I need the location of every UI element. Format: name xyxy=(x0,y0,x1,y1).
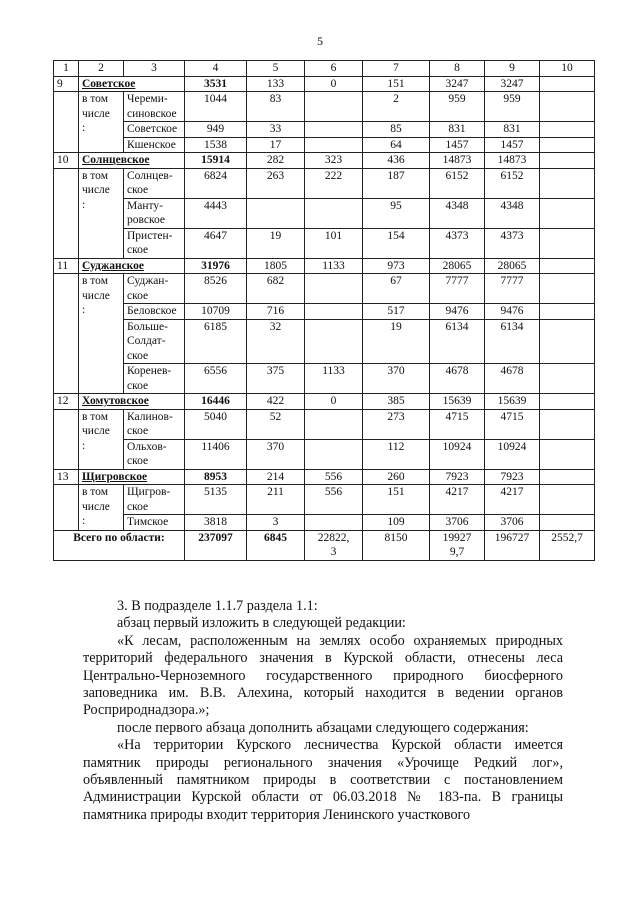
subdistrict-value xyxy=(540,137,595,153)
district-value: 7923 xyxy=(485,469,540,485)
subdistrict-value: 517 xyxy=(363,304,430,320)
subdistrict-value xyxy=(305,439,363,469)
row-number-blank xyxy=(54,274,79,394)
district-name: Хомутовское xyxy=(79,394,185,410)
subdistrict-value xyxy=(540,198,595,228)
subdistrict-value: 4217 xyxy=(485,485,540,515)
subdistrict-name: Кшенское xyxy=(124,137,185,153)
subdistrict-value: 32 xyxy=(247,319,305,364)
district-value: 15639 xyxy=(430,394,485,410)
subdistrict-name: Больше- Солдат- ское xyxy=(124,319,185,364)
forest-area-table xyxy=(53,60,595,561)
district-value xyxy=(540,76,595,92)
district-name: Суджанское xyxy=(79,258,185,274)
total-value: 22822, 3 xyxy=(305,530,363,560)
subdistrict-value xyxy=(540,274,595,304)
district-value: 0 xyxy=(305,394,363,410)
subdistrict-value: 10924 xyxy=(485,439,540,469)
district-name: Солнцевское xyxy=(79,153,185,169)
subdistrict-value: 959 xyxy=(430,92,485,122)
subdistrict-value: 370 xyxy=(363,364,430,394)
subdistrict-row xyxy=(54,274,595,304)
district-value xyxy=(540,469,595,485)
subdistrict-value xyxy=(540,304,595,320)
subdistrict-value xyxy=(540,515,595,531)
subdistrict-row xyxy=(54,409,595,439)
column-header: 7 xyxy=(363,61,430,77)
subdistrict-name: Солнцев- ское xyxy=(124,168,185,198)
column-header: 9 xyxy=(485,61,540,77)
subdistrict-value: 4647 xyxy=(185,228,247,258)
subdistrict-value: 112 xyxy=(363,439,430,469)
subdistrict-value xyxy=(305,198,363,228)
subdistrict-row xyxy=(54,319,595,364)
district-number: 9 xyxy=(54,76,79,92)
district-value: 28065 xyxy=(485,258,540,274)
subdistrict-value: 10924 xyxy=(430,439,485,469)
subdistrict-value xyxy=(540,439,595,469)
paragraph-second-instruction: после первого абзаца дополнить абзацами следующего содержания: xyxy=(117,719,529,736)
subdistrict-row xyxy=(54,122,595,138)
subdistrict-value: 222 xyxy=(305,168,363,198)
subdistrict-value: 6824 xyxy=(185,168,247,198)
total-label: Всего по области: xyxy=(54,530,185,560)
subdistrict-value: 33 xyxy=(247,122,305,138)
including-label: в том числе : xyxy=(79,274,124,394)
page-number: 5 xyxy=(317,34,323,48)
subdistrict-value: 370 xyxy=(247,439,305,469)
subdistrict-value: 67 xyxy=(363,274,430,304)
district-value xyxy=(540,394,595,410)
subdistrict-value: 4443 xyxy=(185,198,247,228)
district-value: 422 xyxy=(247,394,305,410)
district-value: 282 xyxy=(247,153,305,169)
district-value: 556 xyxy=(305,469,363,485)
subdistrict-value: 101 xyxy=(305,228,363,258)
subdistrict-value: 85 xyxy=(363,122,430,138)
total-value: 237097 xyxy=(185,530,247,560)
district-value: 973 xyxy=(363,258,430,274)
district-row xyxy=(54,153,595,169)
subdistrict-name: Пристен- ское xyxy=(124,228,185,258)
total-value: 19927 9,7 xyxy=(430,530,485,560)
district-value: 28065 xyxy=(430,258,485,274)
column-header: 1 xyxy=(54,61,79,77)
including-label: в том числе : xyxy=(79,409,124,469)
subdistrict-value: 3818 xyxy=(185,515,247,531)
subdistrict-value xyxy=(247,198,305,228)
paragraph-nature-monument: «На территории Курского лесничества Курской области имеется памятник природы регионального значения «Урочище Редкий лог», объявленный памятником природы в соответствии с постановлением Администрации Курской области от 06.03.2018 № 183-па. В границы памятника природы входит территория Ленинского участкового xyxy=(83,737,563,823)
district-value: 3247 xyxy=(430,76,485,92)
district-number: 12 xyxy=(54,394,79,410)
subdistrict-value: 64 xyxy=(363,137,430,153)
subdistrict-value: 19 xyxy=(247,228,305,258)
subdistrict-value xyxy=(540,364,595,394)
subdistrict-value: 19 xyxy=(363,319,430,364)
district-value: 15914 xyxy=(185,153,247,169)
district-row xyxy=(54,258,595,274)
subdistrict-value: 4715 xyxy=(430,409,485,439)
district-value: 14873 xyxy=(430,153,485,169)
total-value: 6845 xyxy=(247,530,305,560)
total-value: 2552,7 xyxy=(540,530,595,560)
subdistrict-value: 263 xyxy=(247,168,305,198)
subdistrict-value: 6152 xyxy=(430,168,485,198)
district-value xyxy=(540,258,595,274)
district-value: 7923 xyxy=(430,469,485,485)
subdistrict-value: 11406 xyxy=(185,439,247,469)
subdistrict-value xyxy=(540,122,595,138)
column-header: 3 xyxy=(124,61,185,77)
district-value: 14873 xyxy=(485,153,540,169)
district-number: 13 xyxy=(54,469,79,485)
subdistrict-value: 4678 xyxy=(430,364,485,394)
including-label: в том числе : xyxy=(79,92,124,153)
district-number: 10 xyxy=(54,153,79,169)
district-value: 3531 xyxy=(185,76,247,92)
column-header: 6 xyxy=(305,61,363,77)
district-value: 16446 xyxy=(185,394,247,410)
subdistrict-value: 7777 xyxy=(430,274,485,304)
subdistrict-value: 8526 xyxy=(185,274,247,304)
subdistrict-value: 4217 xyxy=(430,485,485,515)
subdistrict-value xyxy=(540,485,595,515)
subdistrict-name: Калинов- ское xyxy=(124,409,185,439)
district-value: 133 xyxy=(247,76,305,92)
district-value xyxy=(540,153,595,169)
subdistrict-value: 6134 xyxy=(430,319,485,364)
district-value: 214 xyxy=(247,469,305,485)
subdistrict-value: 831 xyxy=(430,122,485,138)
district-name: Советское xyxy=(79,76,185,92)
paragraph-forest-reserve: «К лесам, расположенным на землях особо охраняемых природных территорий федерального значения в Курской области, отнесены леса Центрально-Черноземного государственного природного биосферного заповедника им. В.В. Алехина, который находится в ведении органов Росприроднадзора.»; xyxy=(83,632,563,719)
subdistrict-row xyxy=(54,92,595,122)
subdistrict-value: 4715 xyxy=(485,409,540,439)
district-number: 11 xyxy=(54,258,79,274)
including-label: в том числе : xyxy=(79,168,124,258)
subdistrict-value: 151 xyxy=(363,485,430,515)
subdistrict-value xyxy=(305,515,363,531)
row-number-blank xyxy=(54,168,79,258)
subdistrict-value: 4348 xyxy=(485,198,540,228)
district-row xyxy=(54,469,595,485)
column-header: 5 xyxy=(247,61,305,77)
total-row xyxy=(54,530,595,560)
subdistrict-row xyxy=(54,228,595,258)
subdistrict-value: 375 xyxy=(247,364,305,394)
district-value: 0 xyxy=(305,76,363,92)
subdistrict-value xyxy=(305,409,363,439)
column-header: 8 xyxy=(430,61,485,77)
subdistrict-value xyxy=(540,228,595,258)
column-header: 10 xyxy=(540,61,595,77)
subdistrict-value: 949 xyxy=(185,122,247,138)
subdistrict-name: Манту- ровское xyxy=(124,198,185,228)
district-value: 1133 xyxy=(305,258,363,274)
district-value: 3247 xyxy=(485,76,540,92)
subdistrict-value: 211 xyxy=(247,485,305,515)
subdistrict-row xyxy=(54,304,595,320)
district-value: 436 xyxy=(363,153,430,169)
column-header: 2 xyxy=(79,61,124,77)
subdistrict-value: 7777 xyxy=(485,274,540,304)
subdistrict-row xyxy=(54,439,595,469)
district-name: Щигровское xyxy=(79,469,185,485)
subdistrict-name: Суджан- ское xyxy=(124,274,185,304)
subdistrict-value: 9476 xyxy=(485,304,540,320)
subdistrict-value: 9476 xyxy=(430,304,485,320)
table-header-row xyxy=(54,61,595,77)
subdistrict-value xyxy=(540,92,595,122)
row-number-blank xyxy=(54,409,79,469)
subdistrict-name: Щигров- ское xyxy=(124,485,185,515)
subdistrict-row xyxy=(54,137,595,153)
district-value: 323 xyxy=(305,153,363,169)
subdistrict-value xyxy=(305,274,363,304)
subdistrict-name: Тимское xyxy=(124,515,185,531)
subdistrict-value: 959 xyxy=(485,92,540,122)
subdistrict-value: 109 xyxy=(363,515,430,531)
total-value: 8150 xyxy=(363,530,430,560)
subdistrict-value xyxy=(305,137,363,153)
subdistrict-value xyxy=(540,168,595,198)
subdistrict-value: 5040 xyxy=(185,409,247,439)
subdistrict-name: Коренев- ское xyxy=(124,364,185,394)
subdistrict-value: 83 xyxy=(247,92,305,122)
subdistrict-row xyxy=(54,364,595,394)
subdistrict-value: 1133 xyxy=(305,364,363,394)
subdistrict-value: 6134 xyxy=(485,319,540,364)
paragraph-first-instruction: абзац первый изложить в следующей редакции: xyxy=(117,615,406,632)
district-value: 31976 xyxy=(185,258,247,274)
district-value: 1805 xyxy=(247,258,305,274)
subdistrict-value: 273 xyxy=(363,409,430,439)
district-row xyxy=(54,394,595,410)
subdistrict-value: 1044 xyxy=(185,92,247,122)
subdistrict-value: 10709 xyxy=(185,304,247,320)
subdistrict-value xyxy=(305,319,363,364)
total-value: 196727 xyxy=(485,530,540,560)
district-value: 260 xyxy=(363,469,430,485)
subdistrict-value xyxy=(305,304,363,320)
subdistrict-value: 3706 xyxy=(430,515,485,531)
district-value: 151 xyxy=(363,76,430,92)
district-value: 15639 xyxy=(485,394,540,410)
subdistrict-value: 1457 xyxy=(430,137,485,153)
row-number-blank xyxy=(54,485,79,531)
subdistrict-value: 4373 xyxy=(430,228,485,258)
subdistrict-name: Череми- синовское xyxy=(124,92,185,122)
subdistrict-row xyxy=(54,198,595,228)
subdistrict-value: 4678 xyxy=(485,364,540,394)
subdistrict-value: 4373 xyxy=(485,228,540,258)
subdistrict-value: 6556 xyxy=(185,364,247,394)
subdistrict-value: 831 xyxy=(485,122,540,138)
subdistrict-value: 556 xyxy=(305,485,363,515)
column-header: 4 xyxy=(185,61,247,77)
paragraph-section-ref: 3. В подразделе 1.1.7 раздела 1.1: xyxy=(117,598,318,614)
subdistrict-value: 6152 xyxy=(485,168,540,198)
subdistrict-value xyxy=(540,409,595,439)
subdistrict-value: 95 xyxy=(363,198,430,228)
amendment-text xyxy=(83,598,563,824)
district-value: 385 xyxy=(363,394,430,410)
subdistrict-value: 6185 xyxy=(185,319,247,364)
subdistrict-value: 5135 xyxy=(185,485,247,515)
subdistrict-name: Беловское xyxy=(124,304,185,320)
district-row xyxy=(54,76,595,92)
subdistrict-value: 3 xyxy=(247,515,305,531)
subdistrict-row xyxy=(54,168,595,198)
subdistrict-name: Советское xyxy=(124,122,185,138)
subdistrict-value: 17 xyxy=(247,137,305,153)
district-value: 8953 xyxy=(185,469,247,485)
subdistrict-value: 187 xyxy=(363,168,430,198)
subdistrict-value xyxy=(540,319,595,364)
subdistrict-value: 154 xyxy=(363,228,430,258)
subdistrict-row xyxy=(54,485,595,515)
subdistrict-value: 2 xyxy=(363,92,430,122)
subdistrict-row xyxy=(54,515,595,531)
subdistrict-value xyxy=(305,122,363,138)
subdistrict-value xyxy=(305,92,363,122)
row-number-blank xyxy=(54,92,79,153)
subdistrict-value: 4348 xyxy=(430,198,485,228)
subdistrict-value: 1457 xyxy=(485,137,540,153)
subdistrict-value: 716 xyxy=(247,304,305,320)
subdistrict-value: 3706 xyxy=(485,515,540,531)
including-label: в том числе : xyxy=(79,485,124,531)
subdistrict-value: 1538 xyxy=(185,137,247,153)
subdistrict-name: Ольхов- ское xyxy=(124,439,185,469)
subdistrict-value: 682 xyxy=(247,274,305,304)
subdistrict-value: 52 xyxy=(247,409,305,439)
